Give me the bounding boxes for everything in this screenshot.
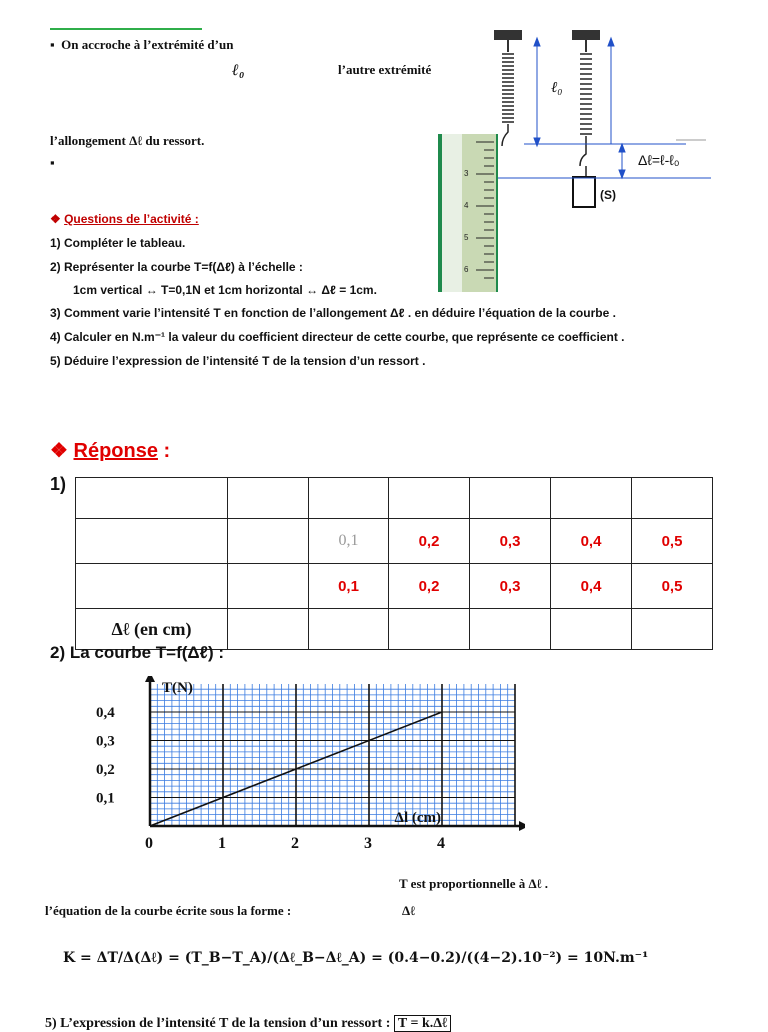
table-cell: 0,4	[551, 519, 632, 564]
table-cell	[76, 519, 228, 564]
table-row	[76, 564, 713, 609]
proportional-text: T est proportionnelle à Δℓ .	[399, 876, 549, 891]
y-tick-label: 0,1	[96, 790, 115, 807]
l0-symbol: ℓ₀	[232, 62, 245, 79]
mass-label: (S)	[600, 188, 616, 202]
table-cell	[228, 564, 309, 609]
table-cell	[228, 519, 309, 564]
y-tick-label: 0,2	[96, 762, 115, 778]
mass-block	[573, 177, 595, 207]
x-tick-label: 1	[218, 835, 226, 852]
table-cell	[551, 609, 632, 650]
bullet: ▪	[50, 155, 55, 170]
delta-l-label: Δℓ=ℓ-ℓ₀	[638, 152, 680, 168]
intro-line1: ▪ On accroche à l’extrémité d’un	[50, 37, 234, 52]
ruler	[438, 134, 498, 292]
table-cell	[228, 478, 309, 519]
table-cell: 0,2	[389, 519, 470, 564]
question-3: 3) Comment varie l’intensité T en fonction de l’allongement Δℓ . en déduire l’équation de la courbe .	[50, 306, 616, 320]
spring-figure	[436, 22, 716, 294]
table-row	[76, 478, 713, 519]
table-cell-label: Δℓ (en cm)	[76, 609, 228, 650]
svg-text:5: 5	[464, 233, 469, 242]
k-formula: K = ΔT/Δ(Δℓ) = (T_B−T_A)/(Δℓ_B−Δℓ_A) = (0.4−0.2)/((4−2).10⁻²) = 10N.m⁻¹	[63, 950, 649, 966]
question-2: 2) Représenter la courbe T=f(Δℓ) à l’échelle :	[50, 260, 303, 274]
table-cell: 0,4	[551, 564, 632, 609]
equation-form-text: l’équation de la courbe écrite sous la forme :	[45, 903, 292, 918]
answer-1-label: 1)	[50, 474, 67, 494]
x-tick-label: 0	[145, 835, 153, 852]
tension-chart	[85, 676, 525, 856]
x-tick-label: 2	[291, 835, 299, 852]
spring-left	[494, 30, 522, 146]
table-row	[76, 519, 713, 564]
green-rule	[50, 28, 202, 30]
answer-2-label: 2) La courbe T=f(Δℓ) :	[50, 643, 225, 662]
y-tick-label: 0,3	[96, 733, 115, 750]
question-5: 5) Déduire l’expression de l’intensité T de la tension d’un ressort .	[50, 354, 426, 368]
questions-title: ❖ Questions de l’activité :	[50, 212, 199, 226]
table-cell	[551, 478, 632, 519]
svg-text:4: 4	[464, 201, 469, 210]
svg-text:6: 6	[464, 265, 469, 274]
chart-xlabel: Δl (cm)	[394, 810, 442, 826]
table-cell	[76, 478, 228, 519]
table-cell	[228, 609, 309, 650]
table-cell	[309, 609, 389, 650]
x-axis-arrow	[519, 821, 525, 831]
equation-rhs: Δℓ	[402, 903, 416, 918]
question-2-scale: 1cm vertical ↔ T=0,1N et 1cm horizontal ↔ Δℓ = 1cm.	[73, 283, 377, 297]
question-4: 4) Calculer en N.m⁻¹ la valeur du coefficient directeur de cette courbe, que représente ce coefficient .	[50, 330, 625, 344]
table-cell	[389, 478, 470, 519]
table-cell	[309, 478, 389, 519]
chart-ylabel: T(N)	[162, 680, 193, 696]
table-cell	[632, 478, 713, 519]
table-cell: 0,3	[470, 519, 551, 564]
table-cell	[632, 609, 713, 650]
table-cell	[389, 609, 470, 650]
boxed-formula: T = k.Δℓ	[394, 1015, 451, 1032]
response-heading: ❖ Réponse :	[50, 440, 171, 462]
y-axis-arrow	[145, 676, 155, 682]
intro-other-end: l’autre extrémité	[338, 62, 432, 77]
table-cell: 0,3	[470, 564, 551, 609]
svg-text:3: 3	[464, 169, 469, 178]
table-cell: 0,5	[632, 564, 713, 609]
y-tick-label: 0,4	[96, 705, 115, 721]
table-cell	[76, 564, 228, 609]
values-table	[75, 477, 713, 650]
table-cell	[470, 478, 551, 519]
table-cell	[470, 609, 551, 650]
x-tick-label: 3	[364, 835, 372, 852]
intro-allongement: l’allongement Δℓ du ressort.	[50, 133, 205, 148]
x-tick-label: 4	[437, 835, 445, 852]
spring-right	[572, 30, 600, 207]
table-cell: 0,1	[309, 564, 389, 609]
table-cell: 0,2	[389, 564, 470, 609]
question-1: 1) Compléter le tableau.	[50, 236, 186, 250]
table-cell: 0,1	[309, 519, 389, 564]
q5-answer: 5) L’expression de l’intensité T de la tension d’un ressort : T = k.Δℓ	[45, 1016, 451, 1032]
l0-figure-label: ℓ₀	[551, 80, 563, 96]
table-cell: 0,5	[632, 519, 713, 564]
